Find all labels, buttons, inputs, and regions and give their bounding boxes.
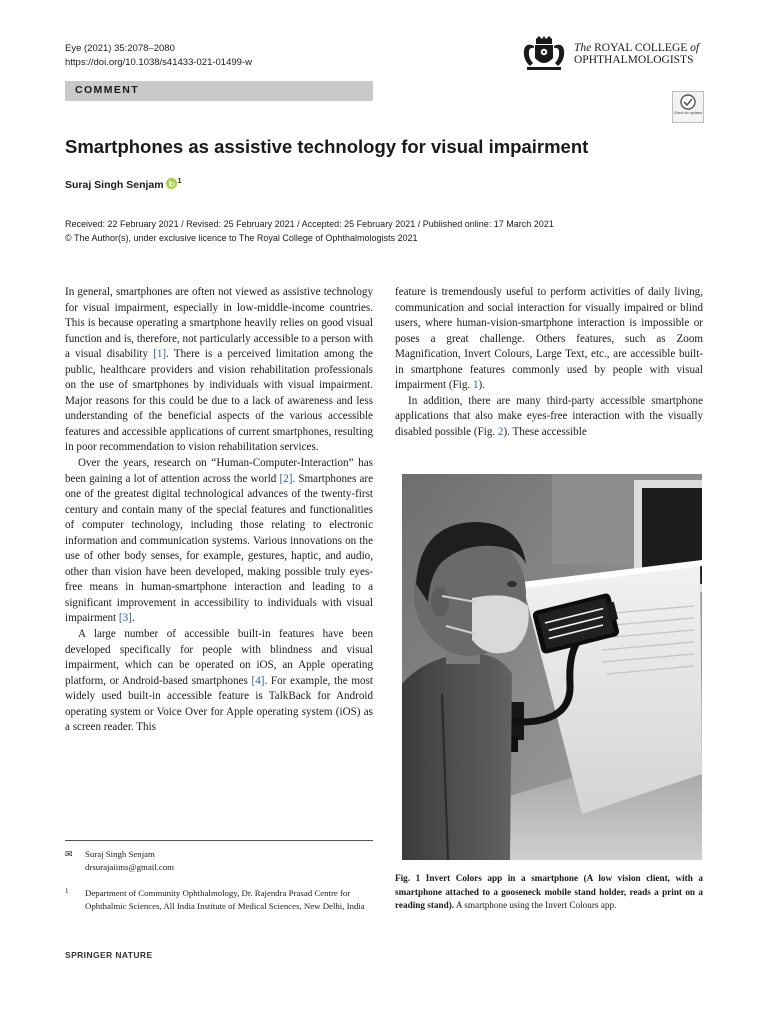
figure-1-illustration bbox=[402, 474, 702, 860]
affiliation-note bbox=[65, 887, 373, 913]
section-banner bbox=[65, 81, 373, 101]
paragraph: feature is tremendously useful to perform activities of daily living, communication and social interaction for visually impaired or blind users, where human-vision-smartphone interaction is impossible or poses a great challenge. Others features, such as Zoom Magnification, Invert Colours, Large Text, etc., are accessible built-in smartphone features commonly used by people with visual impairment (Fig. 1). bbox=[395, 286, 703, 392]
journal-citation: Eye (2021) 35:2078–2080 bbox=[65, 43, 175, 54]
body-column-right bbox=[395, 285, 703, 440]
history-dates: Received: 22 February 2021 / Revised: 25 February 2021 / Accepted: 25 February 2021 / Published online: 17 March 2021 bbox=[65, 219, 554, 229]
affiliation-marker: 1 bbox=[177, 178, 182, 185]
figure-1-caption bbox=[395, 872, 703, 913]
author-email[interactable]: drsurajaiims@gmail.com bbox=[85, 862, 174, 872]
springer-nature-logo: SPRINGER NATURE bbox=[65, 950, 153, 960]
citation-link[interactable]: [4] bbox=[251, 674, 265, 687]
envelope-icon: ✉ bbox=[65, 849, 73, 859]
figure-link[interactable]: 1 bbox=[472, 379, 479, 392]
publisher-line-2: OPHTHALMOLOGISTS bbox=[574, 54, 694, 66]
affiliation-text: Department of Community Ophthalmology, Dr. Rajendra Prasad Centre for Ophthalmic Sciences, All India Institute of Medical Sciences, New Delhi, India bbox=[85, 888, 365, 911]
correspondence-note bbox=[65, 848, 373, 874]
paragraph: Over the years, research on “Human-Computer-Interaction” has been gaining a lot of attention across the world [2]. Smartphones are one of the greatest digital technological advances of the twenty-first century and contain many of the special features and functionalities of computer technology, including those relating to electronic information and communication systems. Various innovations on the use of other body senses, for example, gestures, haptic, and audio, other than vision have been developed, making possible truly eyes-free means in human-smartphone interaction and leading to a significant improvement in accessibility to individuals with visual impairment [3]. bbox=[65, 457, 373, 625]
footnotes bbox=[65, 848, 373, 913]
figure-link[interactable]: 2 bbox=[497, 425, 504, 438]
journal-reference bbox=[65, 42, 252, 70]
paragraph: In addition, there are many third-party accessible smartphone applications that also make eyes-free interaction with the visually disabled possible (Fig. 2). These accessible bbox=[395, 394, 703, 438]
copyright-line: © The Author(s), under exclusive licence to The Royal College of Ophthalmologists 2021 bbox=[65, 233, 418, 243]
check-updates-icon bbox=[673, 92, 703, 112]
check-updates-label: Check for updates bbox=[673, 111, 703, 115]
figure-caption-title: Fig. 1 Invert Colors app in a smartphone (A low vision client, with a smartphone attached to a gooseneck mobile stand holder, reads a print on a reading stand). bbox=[395, 873, 703, 910]
orcid-icon[interactable] bbox=[166, 178, 177, 189]
publisher-logo bbox=[518, 36, 708, 72]
citation-link[interactable]: [2] bbox=[279, 472, 293, 485]
figure-caption-body: A smartphone using the Invert Colours app. bbox=[454, 900, 617, 910]
section-label: COMMENT bbox=[75, 84, 140, 96]
check-updates-badge[interactable] bbox=[672, 91, 704, 123]
author-line bbox=[65, 178, 182, 191]
article-title: Smartphones as assistive technology for visual impairment bbox=[65, 136, 589, 157]
body-column-left bbox=[65, 285, 373, 736]
citation-link[interactable]: [3] bbox=[118, 612, 132, 625]
paragraph: In general, smartphones are often not viewed as assistive technology for visual impairment, especially in low-middle-income countries. This is because operating a smartphone heavily relies on good visual function and is, therefore, not particularly accessible to a person with a visual disability [1]. There is a perceived limitation among the public, healthcare providers and vision rehabilitation professionals on the use of smartphones by individuals with visual impairment. Major reasons for this could be due to a lack of awareness and less understanding of the beneficial aspects of the various accessible features and accessible applications of current smartphones, resulting in poor recommendation to vision rehabilitation services. bbox=[65, 286, 373, 454]
figure-1-photo bbox=[402, 474, 702, 860]
footnote-divider bbox=[65, 840, 373, 841]
affiliation-number: 1 bbox=[65, 887, 69, 895]
corresponding-author: Suraj Singh Senjam bbox=[85, 849, 155, 859]
publication-dates bbox=[65, 217, 554, 245]
crest-icon bbox=[518, 36, 570, 72]
publisher-name bbox=[574, 42, 699, 66]
publisher-line-1: The ROYAL COLLEGE of bbox=[574, 42, 700, 54]
paragraph: A large number of accessible built-in features have been developed specifically for people with blindness and visual impairment, which can be operated on iOS, an Apple operating platform, or Android-based smartphones [4]. For example, the most widely used built-in accessible feature is TalkBack for Android operating system or Voice Over for Apple operating system (iOS) as a screen reader. This bbox=[65, 628, 373, 734]
doi-link[interactable]: https://doi.org/10.1038/s41433-021-01499-w bbox=[65, 57, 252, 68]
author-name[interactable]: Suraj Singh Senjam bbox=[65, 179, 164, 191]
citation-link[interactable]: [1] bbox=[153, 348, 167, 361]
